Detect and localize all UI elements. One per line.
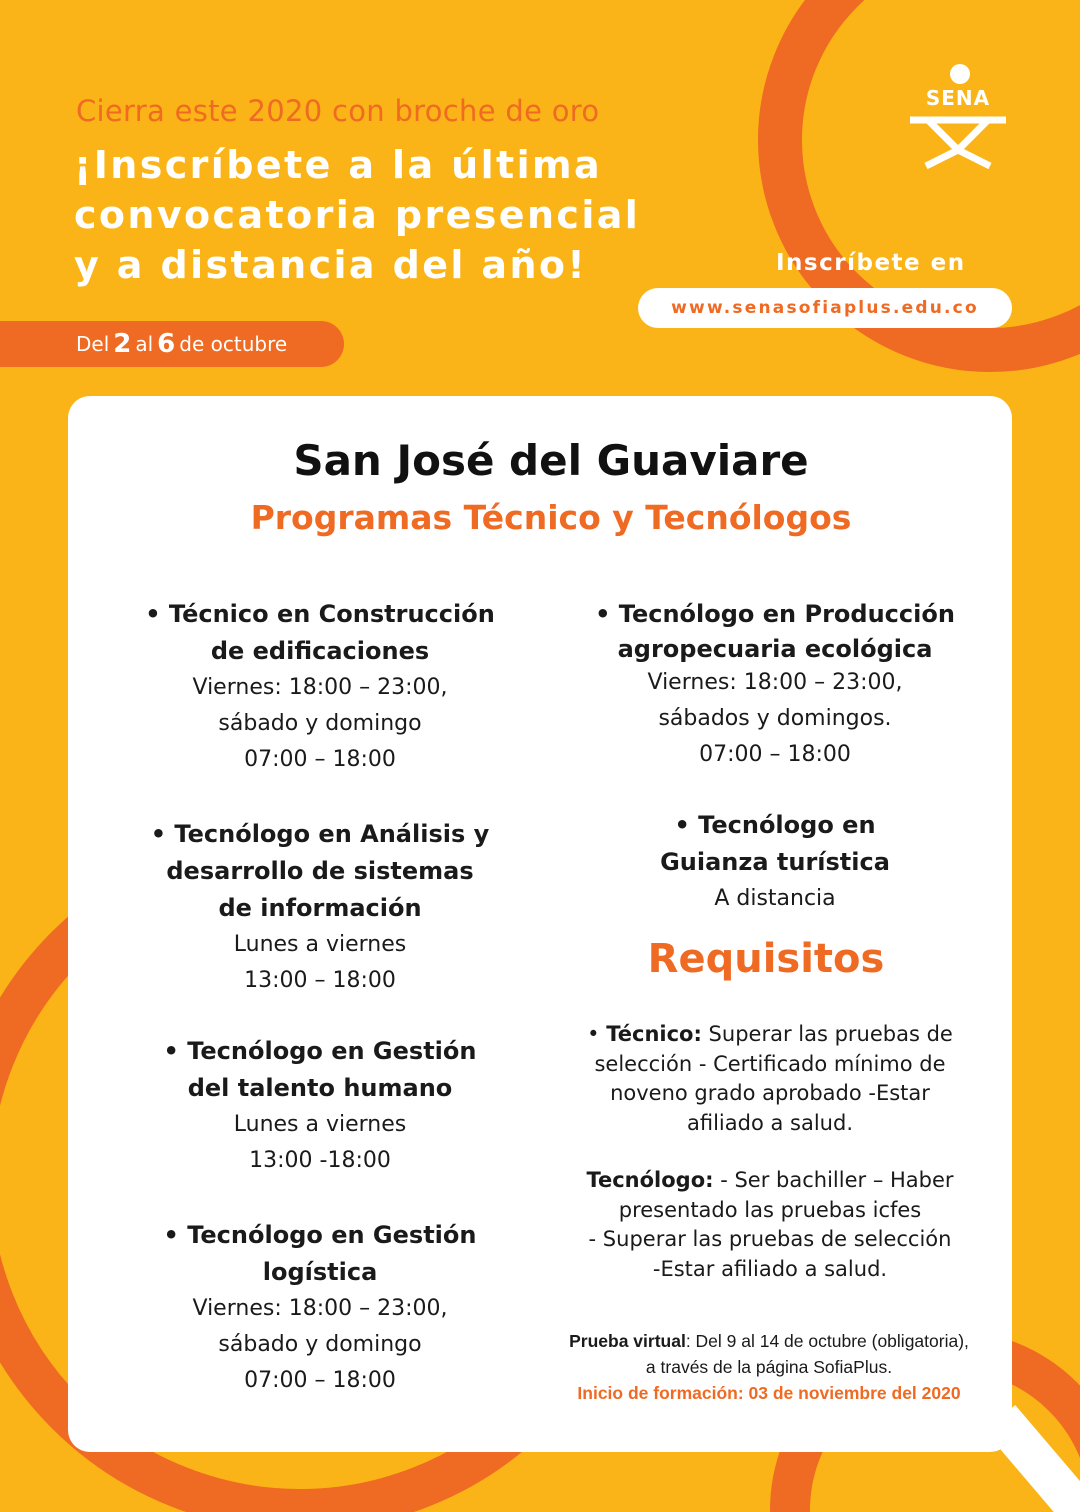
program-detail: A distancia <box>714 886 836 911</box>
program-detail: sábados y domingos. <box>658 706 892 731</box>
program-produccion-agropecuaria <box>570 596 980 773</box>
requirement-text: Superar las pruebas de <box>701 1022 953 1046</box>
date-prefix: Del <box>76 332 110 356</box>
program-detail: sábado y domingo <box>218 1332 422 1357</box>
footer-info <box>536 1328 1002 1406</box>
program-detail: 13:00 – 18:00 <box>244 968 396 993</box>
requirement-text: - Ser bachiller – Haber <box>713 1168 954 1192</box>
headline-line: ¡Inscríbete a la última <box>74 143 603 187</box>
requirements-tecnico <box>560 1020 980 1138</box>
requirements-tecnologo <box>560 1166 980 1284</box>
requirement-line: • Técnico: Superar las pruebas de <box>587 1022 953 1046</box>
requirement-line: -Estar afiliado a salud. <box>652 1256 888 1281</box>
program-detail: 07:00 – 18:00 <box>244 1368 396 1393</box>
logo-text: SENA <box>925 86 991 110</box>
program-detail: sábado y domingo <box>218 711 422 736</box>
headline <box>74 140 640 290</box>
program-detail: 07:00 – 18:00 <box>699 742 851 767</box>
sena-logo <box>902 62 1014 170</box>
program-analisis-sistemas <box>120 816 520 999</box>
program-detail: 07:00 – 18:00 <box>244 747 396 772</box>
program-guianza-turistica <box>590 807 960 917</box>
requirement-label: Técnico: <box>606 1022 702 1046</box>
program-title: • Tecnólogo en Producción <box>595 600 955 628</box>
program-detail: Lunes a viernes <box>233 1112 407 1137</box>
program-title: logística <box>262 1258 378 1286</box>
date-suffix: de octubre <box>179 332 288 356</box>
requirement-line: selección - Certificado mínimo de <box>594 1051 946 1076</box>
programs-subtitle: Programas Técnico y Tecnólogos <box>250 498 852 537</box>
program-talento-humano <box>120 1033 520 1179</box>
program-title: del talento humano <box>187 1074 453 1102</box>
virtual-test-line-2: a través de la página SofiaPlus. <box>645 1357 893 1377</box>
training-start-date: Inicio de formación: 03 de noviembre del 2020 <box>577 1383 961 1403</box>
program-title: agropecuaria ecológica <box>617 635 933 663</box>
requirement-line: noveno grado aprobado -Estar <box>610 1081 930 1105</box>
city-title: San José del Guaviare <box>293 436 809 485</box>
program-title: • Tecnólogo en Gestión <box>163 1221 477 1249</box>
date-start: 2 <box>113 329 132 359</box>
date-range-badge <box>0 321 344 367</box>
program-title: Guianza turística <box>660 848 890 876</box>
program-detail: 13:00 -18:00 <box>249 1148 391 1173</box>
program-title: • Técnico en Construcción <box>145 600 495 628</box>
program-construccion <box>120 596 520 778</box>
program-detail: Viernes: 18:00 – 23:00, <box>647 670 903 695</box>
requirement-line: afiliado a salud. <box>687 1110 853 1135</box>
program-title: de edificaciones <box>210 637 430 665</box>
sena-logo-icon <box>902 62 1014 170</box>
headline-line: y a distancia del año! <box>74 243 588 287</box>
website-link[interactable]: www.senasofiaplus.edu.co <box>638 288 1012 328</box>
program-title: • Tecnólogo en Gestión <box>163 1037 477 1065</box>
tagline: Cierra este 2020 con broche de oro <box>76 94 600 128</box>
program-detail: Lunes a viernes <box>233 932 407 957</box>
program-detail: Viernes: 18:00 – 23:00, <box>192 1296 448 1321</box>
requirement-line: presentado las pruebas icfes <box>618 1197 922 1222</box>
requirement-line: - Superar las pruebas de selección <box>588 1227 952 1251</box>
headline-line: convocatoria presencial <box>74 193 641 237</box>
program-gestion-logistica <box>120 1217 520 1399</box>
requirement-line <box>560 1166 980 1196</box>
program-title: desarrollo de sistemas <box>166 857 474 885</box>
program-title: • Tecnólogo en Análisis y <box>150 820 490 848</box>
virtual-test-label: Prueba virtual <box>569 1331 686 1351</box>
cta-label: Inscríbete en <box>776 250 966 276</box>
date-mid: al <box>135 332 154 356</box>
program-detail: Viernes: 18:00 – 23:00, <box>192 675 448 700</box>
requirement-label: Tecnólogo: <box>586 1168 714 1192</box>
virtual-test-line <box>536 1328 1002 1354</box>
date-end: 6 <box>157 329 176 359</box>
virtual-test-text: : Del 9 al 14 de octubre (obligatoria), <box>685 1331 969 1351</box>
requirements-title: Requisitos <box>647 936 885 982</box>
program-title: • Tecnólogo en <box>674 811 876 839</box>
program-title: de información <box>218 894 422 922</box>
